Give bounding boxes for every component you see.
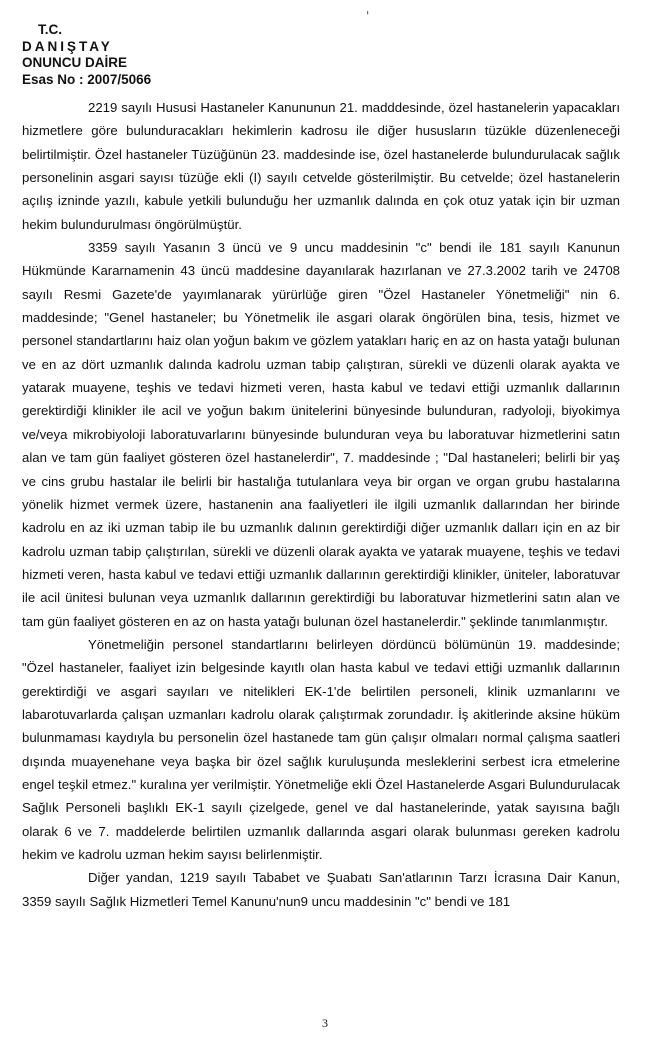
case-label: Esas No [22, 71, 76, 87]
header-tc: T.C. [38, 22, 63, 37]
paragraph-4: Diğer yandan, 1219 sayılı Tababet ve Şuabatı San'atlarının Tarzı İcrasına Dair Kanun, 3359 sayılı Sağlık Hizmetleri Temel Kanunu'nun9 uncu maddesinin "c" bendi ve 181 [22, 870, 620, 909]
paragraph-1: 2219 sayılı Hususi Hastaneler Kanununun 21. madddesinde, özel hastanelerin yapacakları hizmetlere göre bulunduracakları hekimlerin kadrosu ile diğer hususların tüzükle düzenleneceği belirtilmiştir. Özel hastaneler Tüzüğünün 23. maddesinde ise, özel hastanelerde bulundurulacak sağlık personelinin asgari sayısı tüzüğe ekli (I) sayılı cetvelde gösterilmiştir. Bu cetvelde; özel hastanelerin açılış izninde yazılı, kabule yetkili bulunduğu her uzmanlık dalında en çok otuz yatak için bir uzman hekim bulundurulması öngörülmüştür. [22, 100, 620, 232]
page-number: 3 [322, 1016, 328, 1030]
header-court: DANIŞTAY [22, 38, 113, 54]
corner-mark: ' [366, 9, 370, 23]
case-number: : 2007/5066 [79, 71, 152, 87]
header-case-line [22, 72, 151, 89]
paragraph-2: 3359 sayılı Yasanın 3 üncü ve 9 uncu maddesinin "c" bendi ile 181 sayılı Kanunun Hükmünde Kararnamenin 43 üncü maddesine dayanılarak hazırlanan ve 27.3.2002 tarih ve 24708 sayılı Resmi Gazete'de yayımlanarak yürürlüğe giren "Özel Hastaneler Yönetmeliği" nin 6. maddesinde; "Genel hastaneler; bu Yönetmelik ile asgari olarak öngörülen bina, tesis, hizmet ve personel standartlarını haiz olan yoğun bakım ve gözlem yatakları hariç en az on hasta yatağı bulunan ve en az dört uzmanlık dalında kadrolu uzman tabip çalıştıran, sürekli ve düzenli olarak ayakta ve yatarak muayene, teşhis ve tedavi hizmeti veren, hasta kabul ve tedavi ettiği uzmanlık dallarının gerektirdiği klinikler ile acil ve yoğun bakım ünitelerini bünyesinde bulunduran, radyoloji, biyokimya ve/veya mikrobiyoloji laboratuvarlarını bünyesinde bulunduran veya bu laboratuvar hizmetlerini satın alan ve tam gün faaliyet gösteren özel hastanelerdir", 7. maddesinde ; "Dal hastaneleri; belirli bir yaş ve cins grubu hastalar ile belirli bir hastalığa tutulanlara veya bir organ ve organ grubu hastalarına yönelik hizmet vermek üzere, hastanenin ana faaliyetleri ile ilgili uzmanlık dallarından her birinde kadrolu en az iki uzman tabip ile bu uzmanlık dalının gerektirdiği diğer uzmanlık dalları için en az bir kadrolu uzman tabip çalıştırılan, sürekli ve düzenli olarak ayakta ve yatarak muayene, teşhis ve tedavi hizmeti veren, hasta kabul ve tedavi ettiği uzmanlık dallarının gerektirdiği klinikler, üniteler, laboratuvar ile acil ünitesi bulunan veya uzmanlık dallarının gerektirdiği bu laboratuvar hizmetlerini satın alan ve tam gün faaliyet gösteren en az on hasta yatağı bulunan özel hastanelerdir." şeklinde tanımlanmıştır. [22, 240, 620, 629]
document-header [22, 22, 151, 88]
document-body [22, 96, 620, 913]
header-chamber: ONUNCU DAİRE [22, 55, 128, 70]
paragraph-3: Yönetmeliğin personel standartlarını belirleyen dördüncü bölümünün 19. maddesinde; "Özel hastaneler, faaliyet izin belgesinde kayıtlı olan hasta kabul ve tedavi ettiği uzmanlık dallarının gerektirdiği ve asgari sayıları ve nitelikleri EK-1'de belirtilen personeli, klinik uzmanlarını ve labarotuvarlarda çalışan uzmanları kadrolu olarak çalıştırmak zorundadır. İş akitlerinde aksine hüküm bulunmaması kaydıyla bu personelin özel hastanede tam gün çalışır olmaları normal çalışma saatleri dışında muayenehane veya başka bir özel sağlık kuruluşunda mesleklerini serbest icra etmelerine engel teşkil etmez." kuralına yer verilmiştir. Yönetmeliğe ekli Özel Hastanelerde Asgari Bulundurulacak Sağlık Personeli başlıklı EK-1 sayılı çizelgede, genel ve dal hastanelerinde, yatak sayısına bağlı olarak 6 ve 7. maddelerde belirtilen uzmanlık dallarında asgari olarak bulunması gereken kadrolu hekim ve kadrolu uzman hekim sayısı belirlenmiştir. [22, 636, 620, 862]
